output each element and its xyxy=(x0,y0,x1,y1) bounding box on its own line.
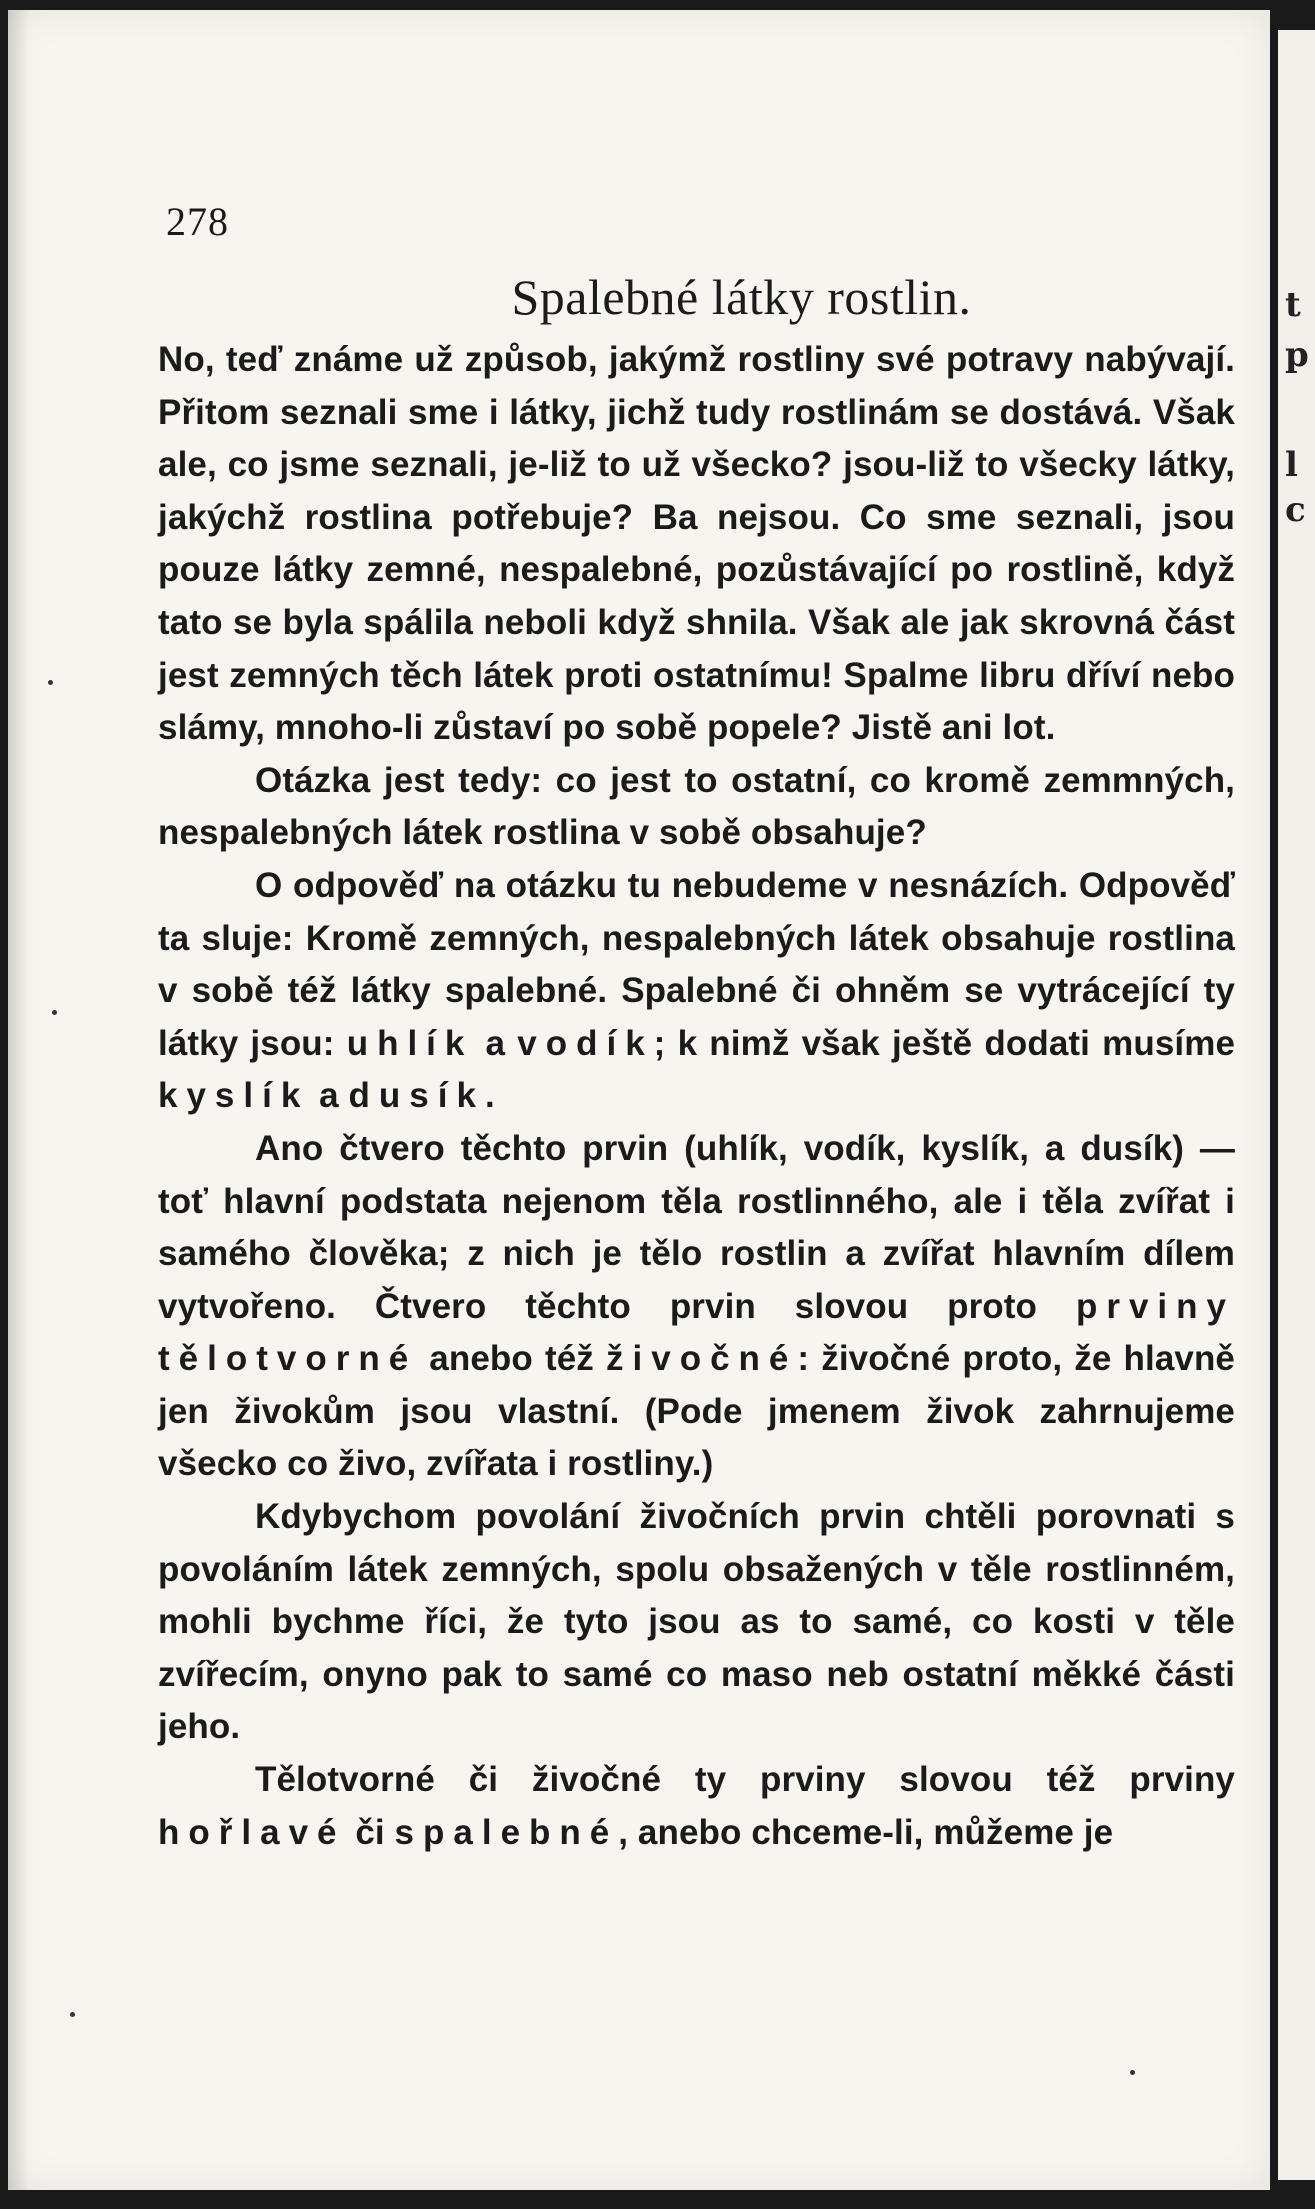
adjacent-page-edge xyxy=(1278,30,1315,2180)
paragraph xyxy=(158,1491,1235,1754)
text-run: anebo též xyxy=(417,1339,606,1379)
print-speck xyxy=(52,1010,57,1015)
book-page xyxy=(8,10,1270,2190)
spaced-term: uhlík xyxy=(346,1023,474,1063)
spaced-term: hořlavé xyxy=(158,1812,346,1852)
text-run: , anebo chceme-li, můžeme je xyxy=(618,1812,1114,1852)
paragraph xyxy=(158,860,1235,1123)
adjacent-page-fragment: c xyxy=(1285,490,1306,530)
spaced-term: prviny tělotvorné xyxy=(158,1286,1235,1379)
spaced-term: kyslík xyxy=(158,1076,310,1116)
spaced-term: dusík xyxy=(348,1076,485,1116)
print-speck xyxy=(48,680,53,685)
spaced-term: živočné xyxy=(606,1339,798,1379)
text-run: či xyxy=(345,1812,395,1852)
print-speck xyxy=(70,2012,75,2017)
text-run: Tělotvorné či živočné ty prviny slovou též prviny xyxy=(255,1760,1235,1800)
text-run: Kdybychom povolání živočních prvin chtěli porovnati s povoláním látek zemných, spolu obsažených v těle rostlinném, mohli bychme říci, že tyto jsou as to samé, co kosti v těle zvířecím, onyno pak to samé co maso neb ostatní měkké části jeho. xyxy=(158,1497,1235,1747)
paragraph xyxy=(158,755,1235,860)
adjacent-page-fragment: p xyxy=(1285,335,1309,375)
text-run: Ano čtvero těchto prvin (uhlík, vodík, kyslík, a dusík) — toť hlavní podstata nejenom těla rostlinného, ale i těla zvířat i samého člověka; z nich je tělo rostlin a zvířat hlavním dílem vytvořeno. Čtvero těchto prvin slovou proto xyxy=(158,1128,1235,1326)
spaced-term: vodík xyxy=(517,1023,654,1063)
page-number: 278 xyxy=(166,199,229,244)
text-run: O odpověď na otázku tu nebudeme v nesnázích. Odpověď ta sluje: Kromě zemných, nespalebných látek obsahuje rostlina v sobě též látky spalebné. Spalebné či ohněm se vytrácející ty látky jsou: xyxy=(158,865,1235,1063)
text-run: a xyxy=(473,1023,518,1063)
text-block xyxy=(158,180,1235,1859)
section-heading: Spalebné látky rostlin. xyxy=(511,269,972,325)
text-run: Otázka jest tedy: co jest to ostatní, co kromě zemmných, nespalebných látek rostlina v sobě obsahuje? xyxy=(158,760,1235,853)
text-run: : živočné proto, že hlavně jen živokům jsou vlastní. (Pode jmenem živok zahrnujeme všecko co živo, zvířata i rostliny.) xyxy=(158,1339,1236,1484)
paragraph xyxy=(158,1123,1235,1491)
body-text xyxy=(158,334,1235,1859)
text-run: No, teď známe už způsob, jakýmž rostliny své potravy nabývají. Přitom seznali sme i látky, jichž tudy rostlinám se dostává. Však ale, co jsme seznali, je-liž to už všecko? jsou-liž to všecky látky, jakýchž rostlina potřebuje? Ba nejsou. Co sme seznali, jsou pouze látky zemné, nespalebné, pozůstávající po rostlině, když tato se byla spálila neboli když shnila. Však ale jak skrovná část jest zemných těch látek proti ostatnímu! Spalme libru dříví nebo slámy, mnoho-li zůstaví po sobě popele? Jistě ani lot. xyxy=(158,340,1235,748)
paragraph xyxy=(158,1754,1235,1859)
text-run: ; k nimž však ještě dodati musíme xyxy=(653,1023,1236,1063)
paragraph xyxy=(158,334,1235,755)
print-speck xyxy=(1130,2070,1135,2075)
text-run: . xyxy=(484,1076,495,1116)
text-run: a xyxy=(309,1076,349,1116)
spaced-term: spalebné xyxy=(394,1812,619,1852)
adjacent-page-fragment: t xyxy=(1285,285,1301,325)
adjacent-page-fragment: l xyxy=(1285,445,1298,485)
